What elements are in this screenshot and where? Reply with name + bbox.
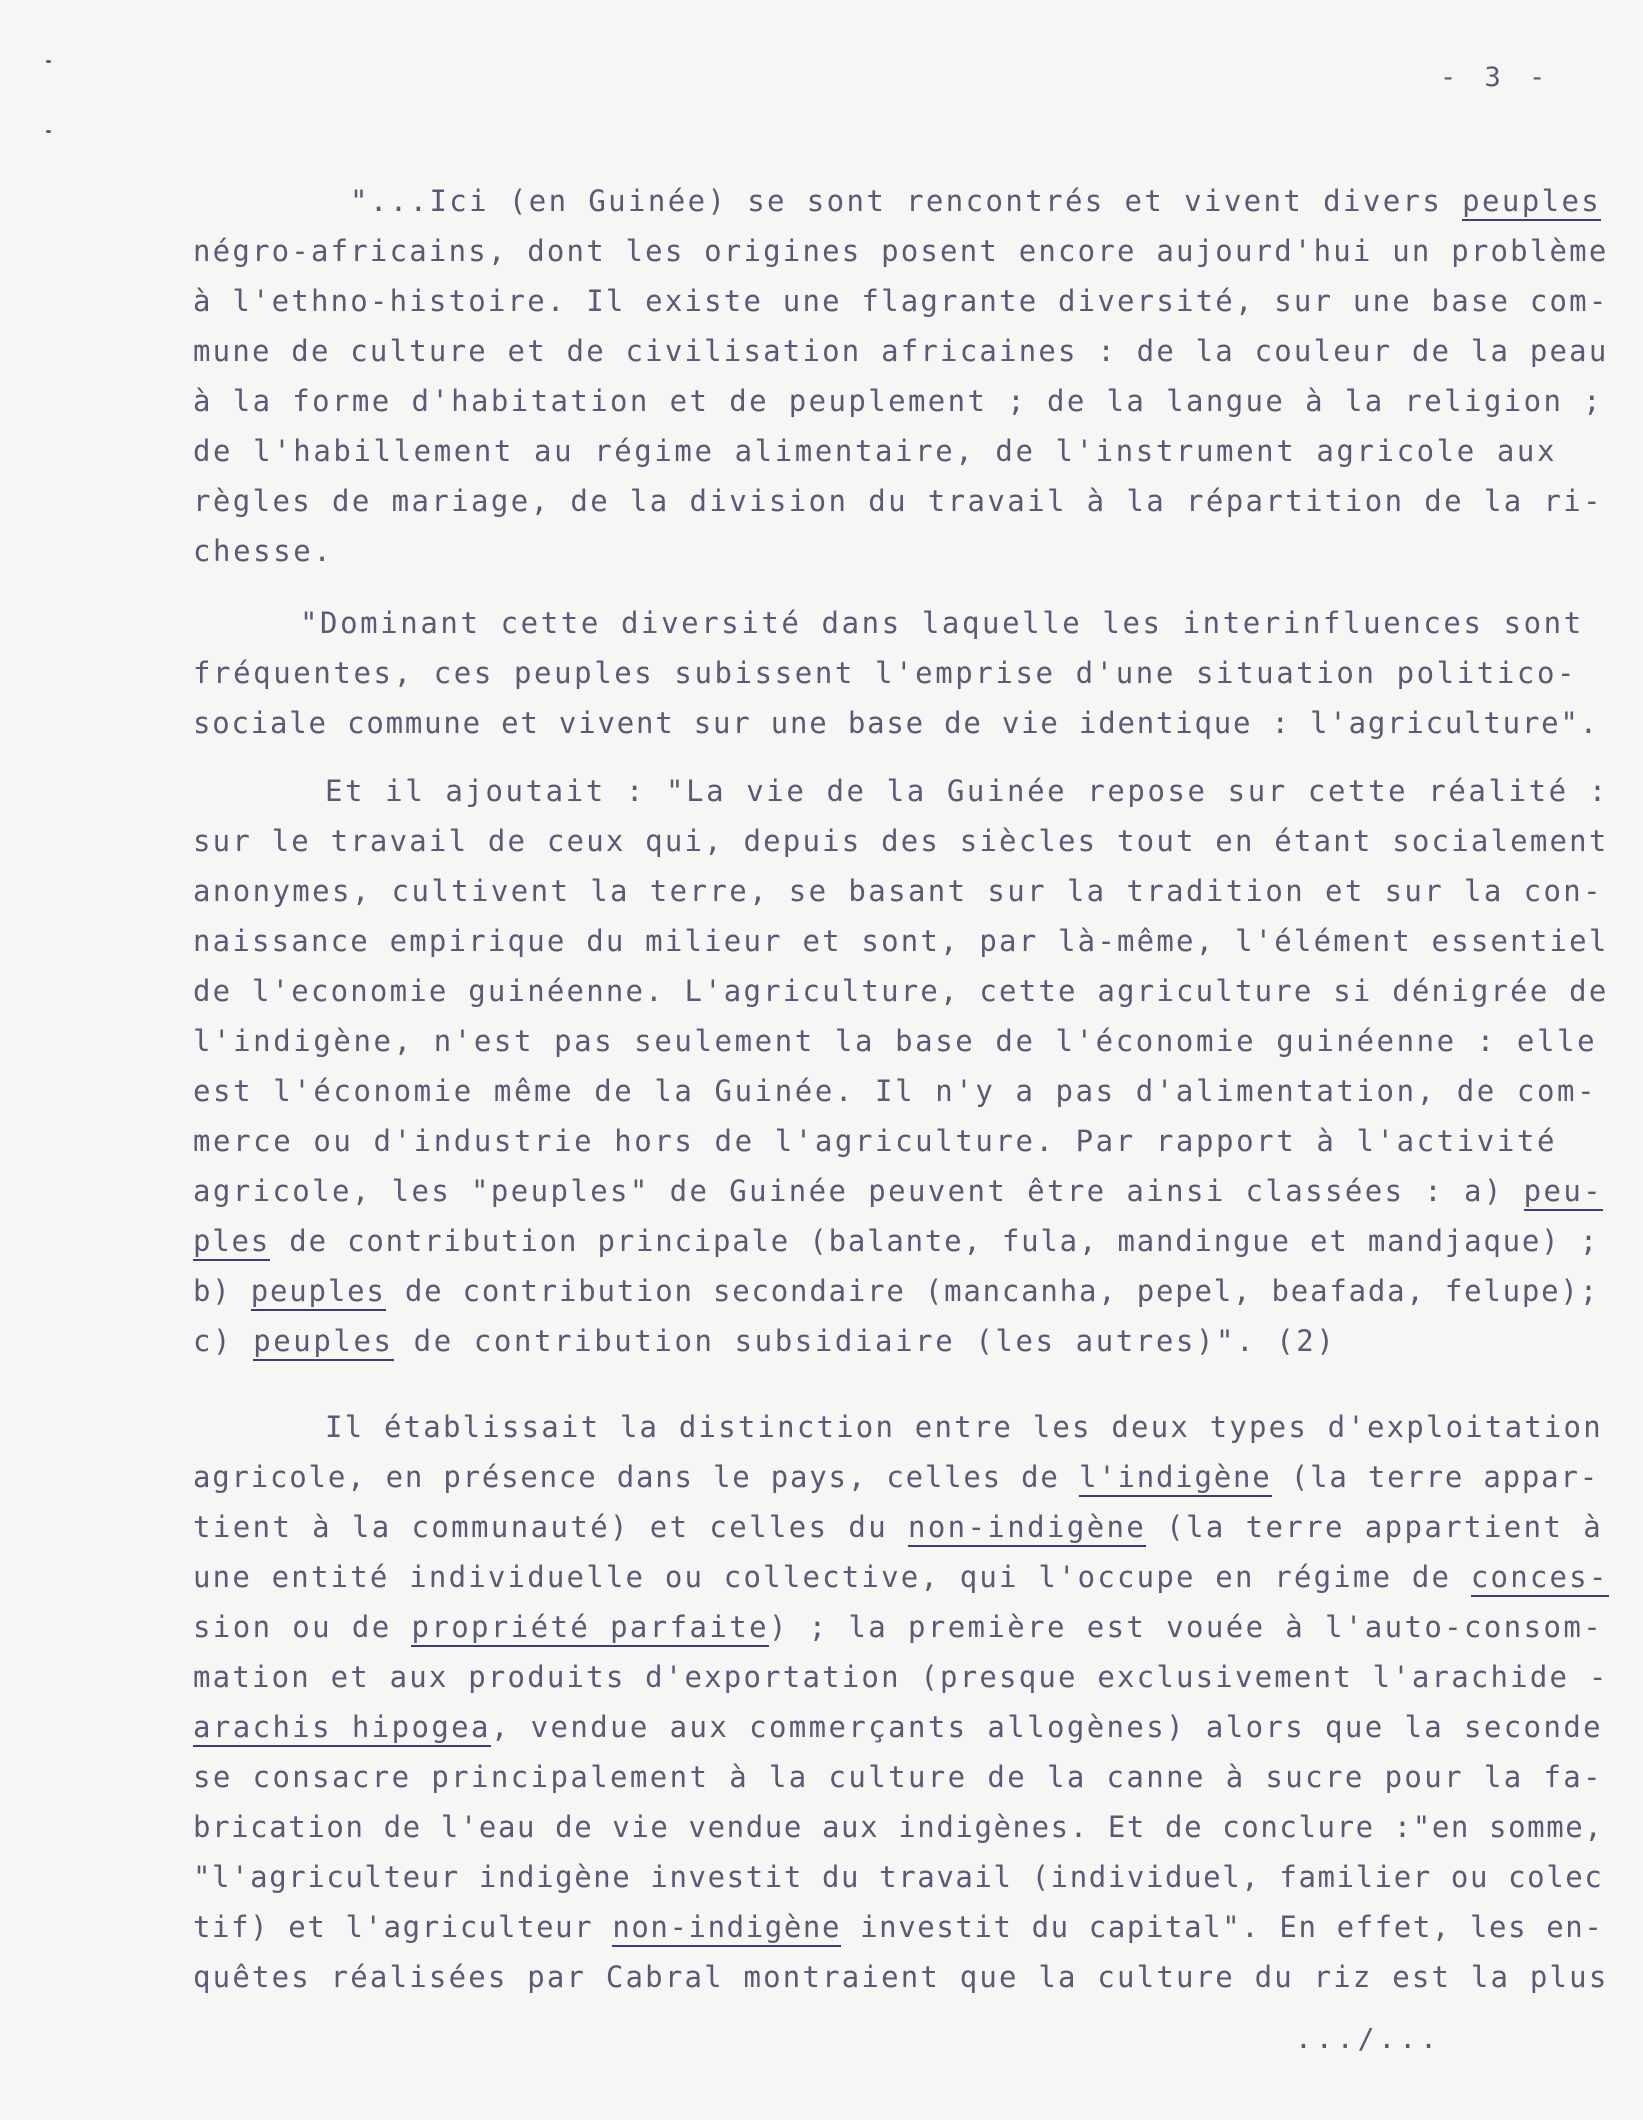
text-line: est l'économie même de la Guinée. Il n'y a pas d'alimentation, de com- <box>193 1074 1598 1108</box>
text-line: arachis hipogea, vendue aux commerçants allogènes) alors que la seconde <box>193 1702 1603 1752</box>
text-line: fréquentes, ces peuples subissent l'emprise d'une situation politico- <box>193 656 1578 690</box>
text-line: "l'agriculteur indigène investit du travail (individuel, familier ou colec <box>193 1860 1604 1894</box>
text-line: mation et aux produits d'exportation (presque exclusivement l'arachide - <box>193 1660 1609 1694</box>
text-line: quêtes réalisées par Cabral montraient que la culture du riz est la plus <box>193 1960 1609 1994</box>
continuation-marker: .../... <box>1295 2022 1442 2055</box>
text-line: sur le travail de ceux qui, depuis des siècles tout en étant socialement <box>193 824 1609 858</box>
text-line: à l'ethno-histoire. Il existe une flagrante diversité, sur une base com- <box>193 284 1609 318</box>
text-line: tient à la communauté) et celles du non-indigène (la terre appartient à <box>193 1502 1603 1552</box>
text-line: sociale commune et vivent sur une base de vie identique : l'agriculture". <box>193 706 1599 740</box>
text-line: merce ou d'industrie hors de l'agriculture. Par rapport à l'activité <box>193 1124 1558 1158</box>
text-line: agricole, en présence dans le pays, celles de l'indigène (la terre appar- <box>193 1452 1599 1502</box>
text-line: "Dominant cette diversité dans laquelle les interinfluences sont <box>300 606 1584 640</box>
text-line: règles de mariage, de la division du travail à la répartition de la ri- <box>193 484 1604 518</box>
text-line: c) peuples de contribution subsidiaire (les autres)". (2) <box>193 1316 1336 1366</box>
text-line: "...Ici (en Guinée) se sont rencontrés et vivent divers peuples <box>350 176 1601 226</box>
text-line: sion ou de propriété parfaite) ; la première est vouée à l'auto-consom- <box>193 1602 1603 1652</box>
text-line: mune de culture et de civilisation africaines : de la couleur de la peau <box>193 334 1609 368</box>
scan-speck <box>46 60 51 63</box>
text-line: Et il ajoutait : "La vie de la Guinée repose sur cette réalité : <box>325 774 1609 808</box>
text-line: tif) et l'agriculteur non-indigène investit du capital". En effet, les en- <box>193 1902 1603 1952</box>
text-line: une entité individuelle ou collective, qui l'occupe en régime de conces- <box>193 1552 1609 1602</box>
text-line: se consacre principalement à la culture de la canne à sucre pour la fa- <box>193 1760 1604 1794</box>
text-line: de l'habillement au régime alimentaire, de l'instrument agricole aux <box>193 434 1558 468</box>
text-line: chesse. <box>193 534 334 568</box>
text-line: Il établissait la distinction entre les deux types d'exploitation <box>325 1410 1603 1444</box>
text-line: anonymes, cultivent la terre, se basant sur la tradition et sur la con- <box>193 874 1604 908</box>
text-line: de l'economie guinéenne. L'agriculture, cette agriculture si dénigrée de <box>193 974 1609 1008</box>
text-line: à la forme d'habitation et de peuplement ; de la langue à la religion ; <box>193 384 1604 418</box>
page-number: - 3 - <box>1440 62 1552 93</box>
text-line: naissance empirique du milieur et sont, par là-même, l'élément essentiel <box>193 924 1609 958</box>
text-line: agricole, les "peuples" de Guinée peuvent être ainsi classées : a) peu- <box>193 1166 1603 1216</box>
text-line: négro-africains, dont les origines posent encore aujourd'hui un problème <box>193 234 1609 268</box>
text-line: brication de l'eau de vie vendue aux indigènes. Et de conclure :"en somme, <box>193 1810 1604 1844</box>
text-line: l'indigène, n'est pas seulement la base de l'économie guinéenne : elle <box>193 1024 1598 1058</box>
text-line: ples de contribution principale (balante, fula, mandingue et mandjaque) ; <box>193 1216 1599 1266</box>
scan-speck <box>46 130 51 133</box>
text-line: b) peuples de contribution secondaire (mancanha, pepel, beafada, felupe); <box>193 1266 1599 1316</box>
